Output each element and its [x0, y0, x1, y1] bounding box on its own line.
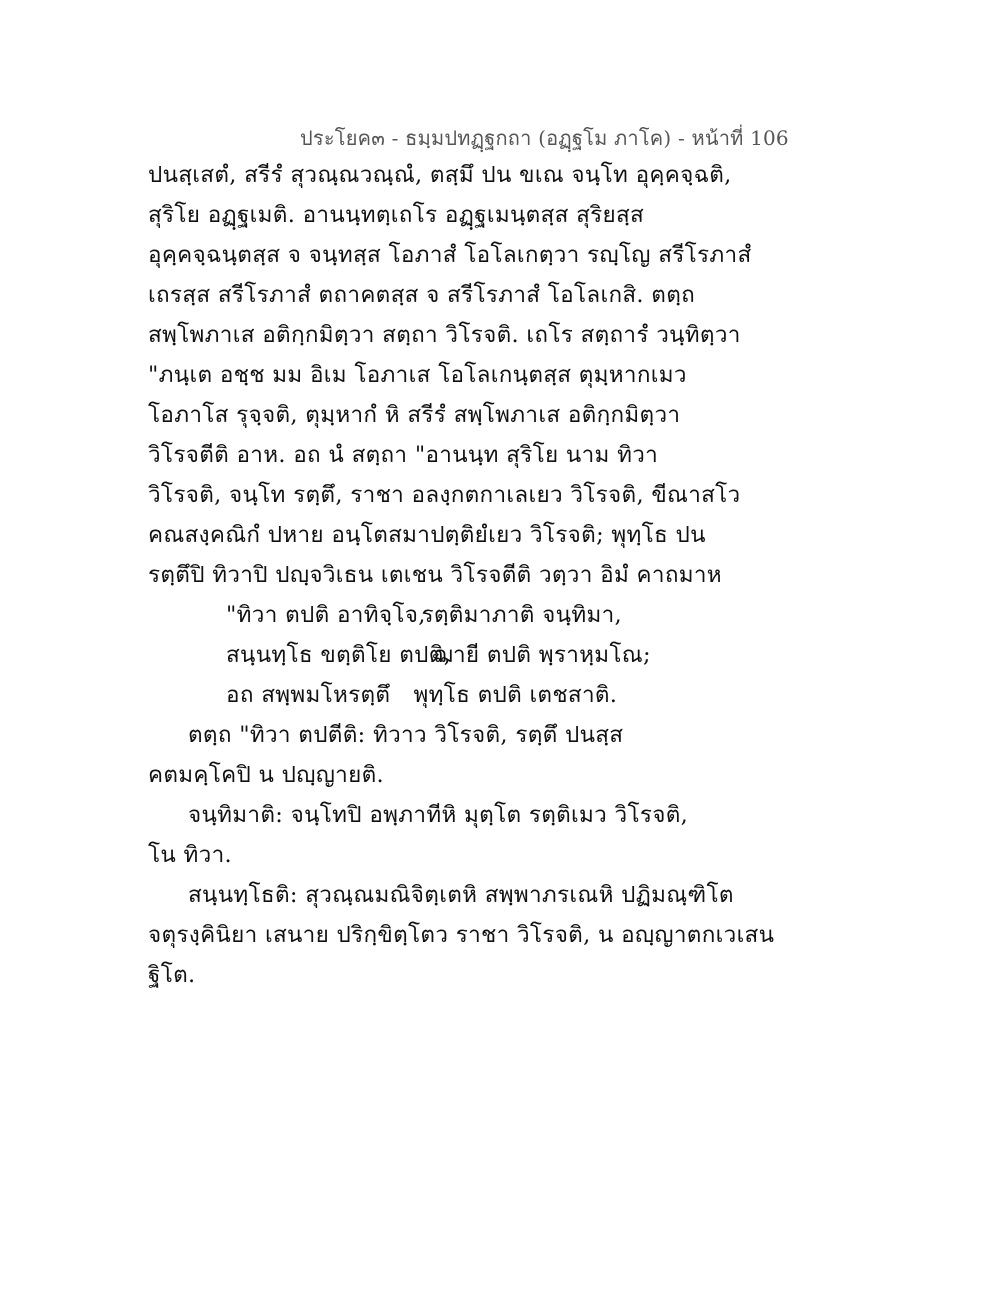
page-header: ประโยค๓ - ธมฺมปทฏฺฐกถา (อฏฺฐโม ภาโค) - หน้าที่ 106: [300, 126, 789, 150]
text-line: สุริโย อฏฺฐเมติ. อานนฺทตฺเถโร อฏฺฐเมนฺตสฺส สุริยสฺส: [148, 202, 645, 228]
text-line: "ภนฺเต อชฺช มม อิเม โอภาเส โอโลเกนฺตสฺส ตุมฺหากเมว: [148, 362, 687, 388]
verse-hemistich-a: "ทิวา ตปติ อาทิจฺโจ,: [226, 602, 426, 628]
text-line: ปนสฺเสตํ, สรีรํ สุวณฺณวณฺณํ, ตสฺมึ ปน ขเณ จนฺโท อุคฺคจฺฉติ,: [148, 162, 732, 188]
text-line: โอภาโส รุจฺจติ, ตุมฺหากํ หิ สรีรํ สพฺโพภาเส อติกฺกมิตฺวา: [148, 402, 681, 428]
text-line: สพฺโพภาเส อติกฺกมิตฺวา สตฺถา วิโรจติ. เถโร สตฺถารํ วนฺทิตฺวา: [148, 322, 741, 348]
verse-hemistich-b: ฌายี ตปติ พฺราหฺมโณ;: [433, 642, 651, 668]
paragraph-first-line: ตตฺถ "ทิวา ตปตีติ: ทิวาว วิโรจติ, รตฺตึ ปนสฺส: [188, 722, 624, 748]
body-text: [148, 158, 775, 998]
text-line: วิโรจตีติ อาห. อถ นํ สตฺถา "อานนฺท สุริโย นาม ทิวา: [148, 442, 659, 468]
text-line: วิโรจติ, จนฺโท รตฺตึ, ราชา อลงฺกตกาเลเยว วิโรจติ, ขีณาสโว: [148, 482, 741, 508]
text-line: คณสงฺคณิกํ ปหาย อนฺโตสมาปตฺติยํเยว วิโรจติ; พุทฺโธ ปน: [148, 522, 706, 548]
verse-hemistich-a: อถ สพฺพมโหรตฺตึ: [226, 682, 391, 708]
verse-line: [148, 678, 688, 718]
verse-line: [148, 598, 688, 638]
verse-hemistich-b: พุทฺโธ ตปติ เตชสาติ.: [413, 682, 618, 708]
text-line: เถรสฺส สรีโรภาสํ ตถาคตสฺส จ สรีโรภาสํ โอโลเกสิ. ตตฺถ: [148, 282, 696, 308]
text-line: จตุรงฺคินิยา เสนาย ปริกฺขิตฺโตว ราชา วิโรจติ, น อญฺญาตกเวเสน: [148, 922, 775, 948]
verse-line: [148, 638, 688, 678]
text-line: คตมคฺโคปิ น ปญฺญายติ.: [148, 762, 384, 788]
verse-hemistich-a: สนฺนทฺโธ ขตฺติโย ตปติ,: [226, 642, 452, 668]
text-line: อุคฺคจฺฉนฺตสฺส จ จนฺทสฺส โอภาสํ โอโลเกตฺวา รญฺโญ สรีโรภาสํ: [148, 242, 752, 268]
text-line: โน ทิวา.: [148, 842, 232, 868]
paragraph-first-line: จนฺทิมาติ: จนฺโทปิ อพฺภาทีหิ มุตฺโต รตฺติเมว วิโรจติ,: [188, 802, 689, 828]
text-line: รตฺตึปิ ทิวาปิ ปญฺจวิเธน เตเชน วิโรจตีติ วตฺวา อิมํ คาถมาห: [148, 562, 722, 588]
verse-hemistich-b: รตฺติมาภาติ จนฺทิมา,: [421, 602, 622, 628]
text-line: ฐิโต.: [148, 962, 196, 988]
paragraph-first-line: สนฺนทฺโธติ: สุวณฺณมณิจิตฺเตหิ สพฺพาภรเณหิ ปฏิมณฺฑิโต: [188, 882, 734, 908]
